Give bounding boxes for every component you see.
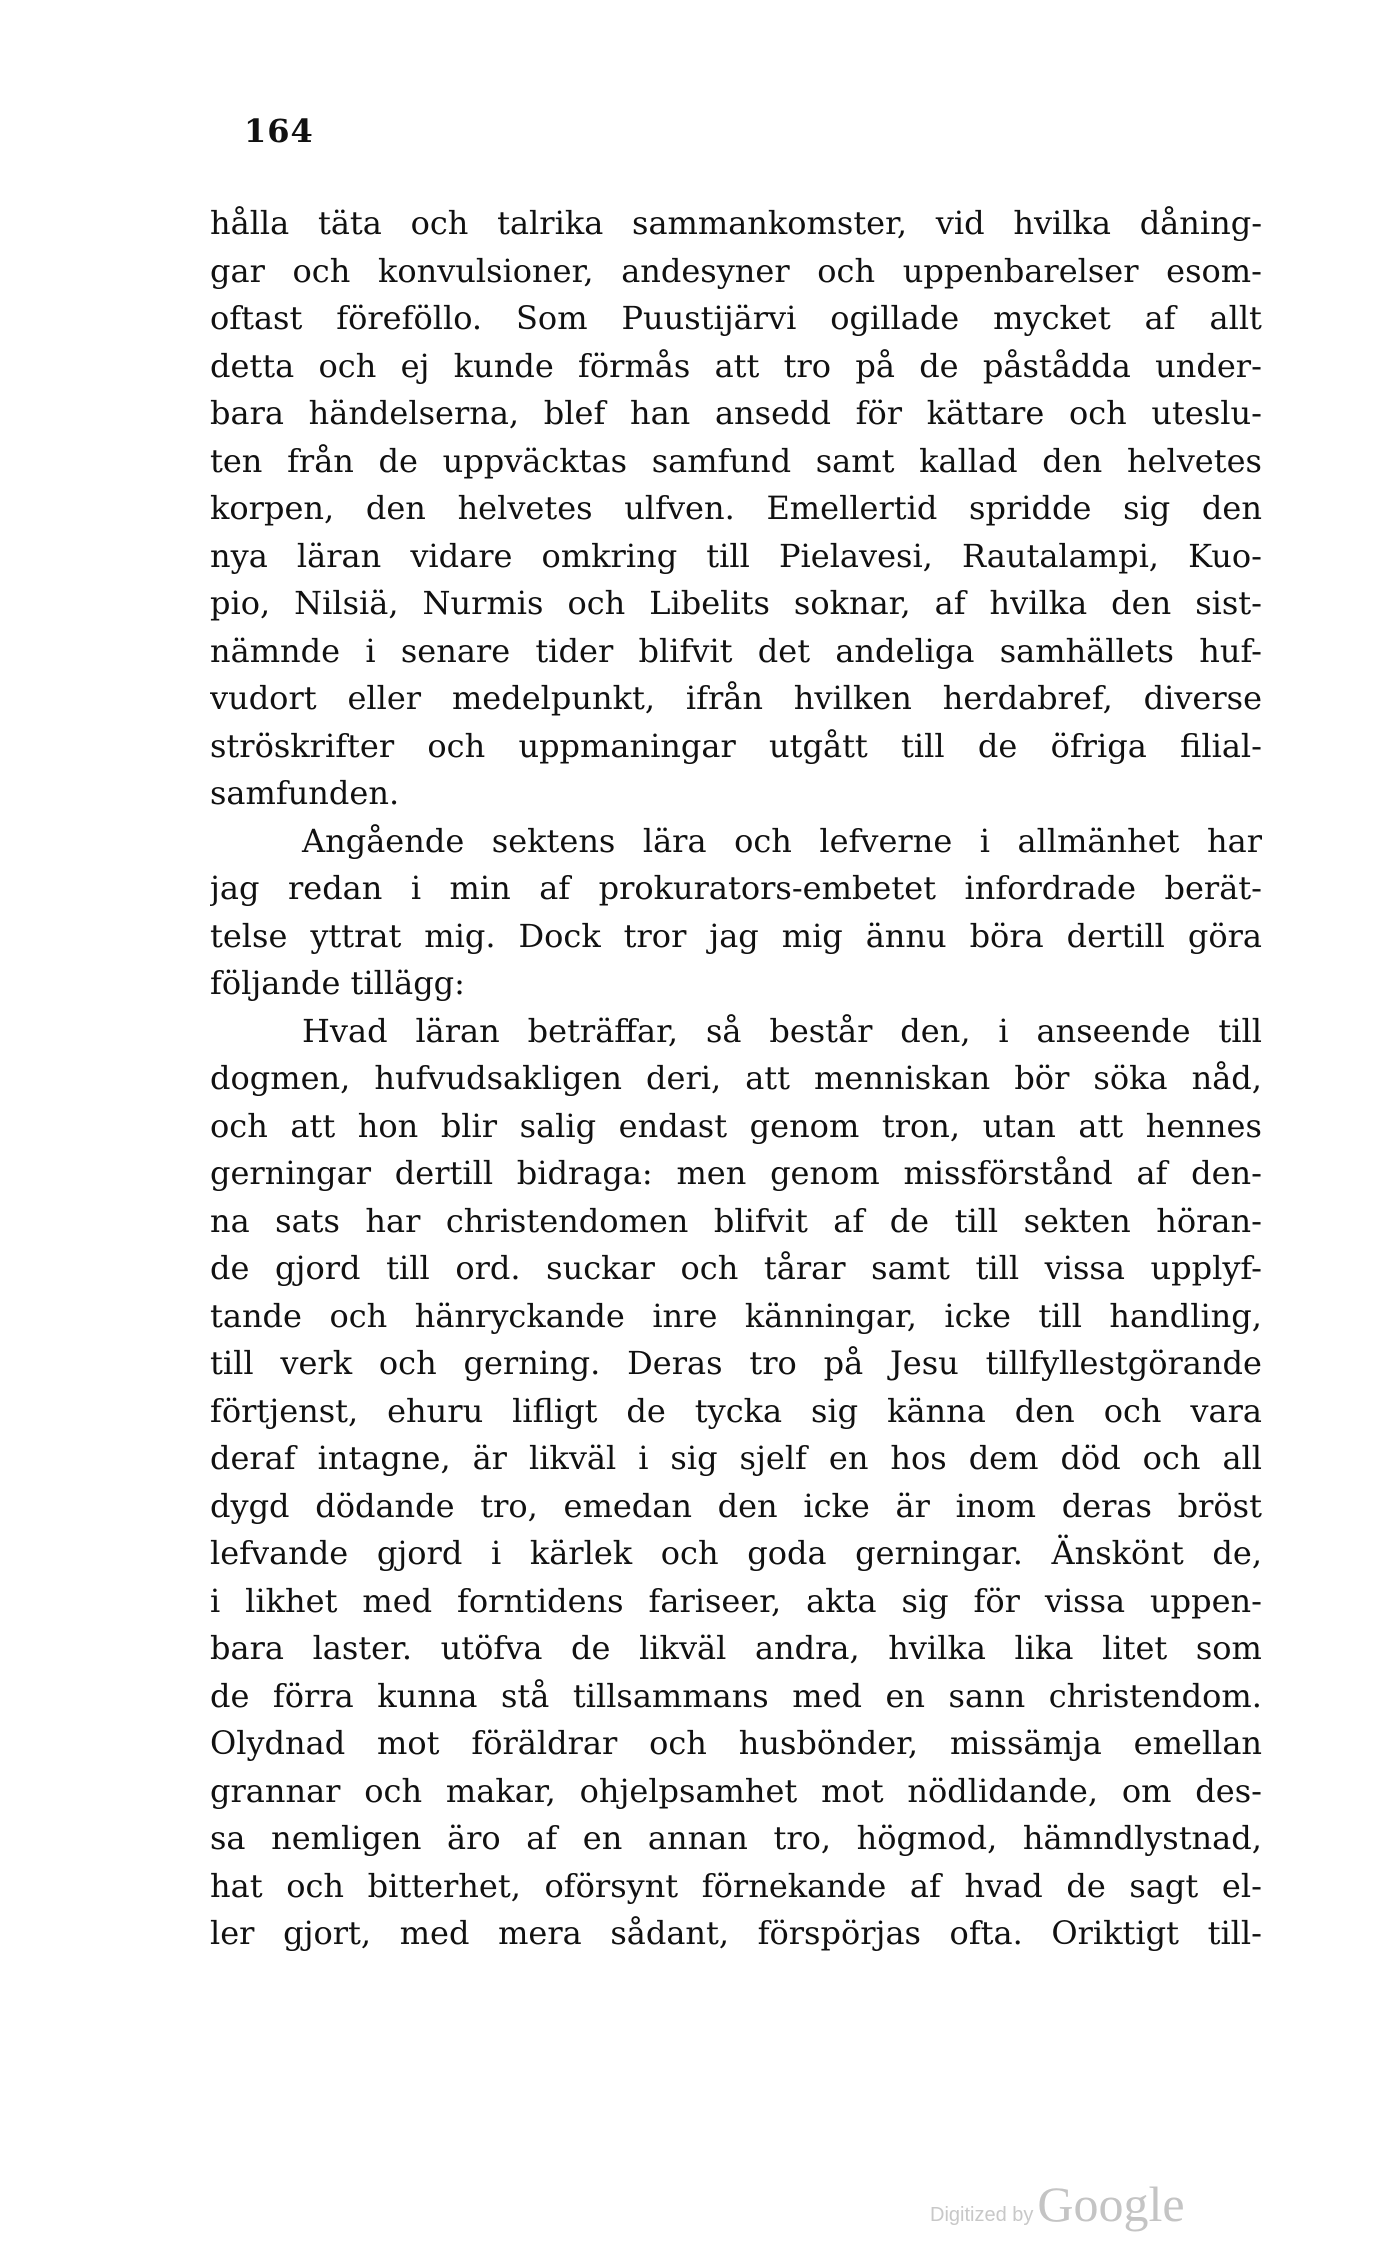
text-line: i likhet med forntidens fariseer, akta sig för vissa uppen- xyxy=(210,1581,1262,1620)
text-line: vudort eller medelpunkt, ifrån hvilken herdabref, diverse xyxy=(210,679,1262,717)
google-logo: Google xyxy=(1037,2176,1185,2232)
text-line: samfunden. xyxy=(210,774,400,812)
text-line: telse yttrat mig. Dock tror jag mig ännu böra dertill göra xyxy=(210,916,1262,955)
text-line: sa nemligen äro af en annan tro, högmod, hämndlystnad, xyxy=(210,1819,1262,1857)
text-line: gerningar dertill bidraga: men genom missförstånd af den- xyxy=(210,1154,1262,1192)
text-line: de gjord till ord. suckar och tårar samt till vissa upplyf- xyxy=(210,1249,1262,1287)
text-line: de förra kunna stå tillsammans med en sann christendom. xyxy=(210,1676,1262,1715)
text-line: bara laster. utöfva de likväl andra, hvilka lika litet som xyxy=(210,1629,1262,1667)
text-line: dygd dödande tro, emedan den icke är inom deras bröst xyxy=(210,1486,1262,1525)
text-line: oftast föreföllo. Som Puustijärvi ogillade mycket af allt xyxy=(210,299,1262,337)
text-line: Hvad läran beträffar, så består den, i anseende till xyxy=(302,1011,1262,1050)
text-line: ler gjort, med mera sådant, förspörjas ofta. Oriktigt till- xyxy=(210,1914,1262,1952)
page-number: 164 xyxy=(244,112,314,150)
text-line: grannar och makar, ohjelpsamhet mot nödlidande, om des- xyxy=(210,1771,1262,1810)
text-line: detta och ej kunde förmås att tro på de påstådda under- xyxy=(210,346,1262,385)
text-line: hat och bitterhet, oförsynt förnekande af hvad de sagt el- xyxy=(210,1866,1262,1905)
text-line: na sats har christendomen blifvit af de till sekten höran- xyxy=(210,1201,1262,1240)
text-line: jag redan i min af prokurators-embetet infordrade berät- xyxy=(210,869,1262,907)
text-line: Angående sektens lära och lefverne i allmänhet har xyxy=(302,821,1262,860)
text-line: pio, Nilsiä, Nurmis och Libelits soknar, af hvilka den sist- xyxy=(210,584,1262,622)
text-line: deraf intagne, är likväl i sig sjelf en hos dem död och all xyxy=(210,1439,1262,1477)
text-line: bara händelserna, blef han ansedd för kättare och uteslu- xyxy=(210,394,1262,432)
text-line: nämnde i senare tider blifvit det andeliga samhällets huf- xyxy=(210,631,1262,670)
text-line: lefvande gjord i kärlek och goda gerningar. Änskönt de, xyxy=(210,1534,1262,1572)
text-line: och att hon blir salig endast genom tron, utan att hennes xyxy=(210,1106,1262,1145)
text-line: gar och konvulsioner, andesyner och uppenbarelser esom- xyxy=(210,251,1262,290)
text-line: ten från de uppväcktas samfund samt kallad den helvetes xyxy=(210,441,1262,480)
text-line: nya läran vidare omkring till Pielavesi, Rautalampi, Kuo- xyxy=(210,536,1262,575)
text-line: tande och hänryckande inre känningar, icke till handling, xyxy=(210,1296,1262,1335)
digitized-by-watermark xyxy=(930,2175,1185,2233)
text-line: ströskrifter och uppmaningar utgått till de öfriga filial- xyxy=(210,726,1262,765)
text-line: till verk och gerning. Deras tro på Jesu tillfyllestgörande xyxy=(210,1344,1262,1382)
text-line: följande tillägg: xyxy=(210,964,465,1002)
watermark-prefix: Digitized by xyxy=(930,2204,1034,2226)
text-line: dogmen, hufvudsakligen deri, att menniskan bör söka nåd, xyxy=(210,1059,1262,1097)
text-line: förtjenst, ehuru lifligt de tycka sig känna den och vara xyxy=(210,1391,1262,1430)
text-line: hålla täta och talrika sammankomster, vid hvilka dåning- xyxy=(210,204,1262,242)
text-line: korpen, den helvetes ulfven. Emellertid spridde sig den xyxy=(210,489,1262,527)
body-text xyxy=(210,200,1262,1958)
text-line: Olydnad mot föräldrar och husbönder, missämja emellan xyxy=(210,1724,1262,1762)
